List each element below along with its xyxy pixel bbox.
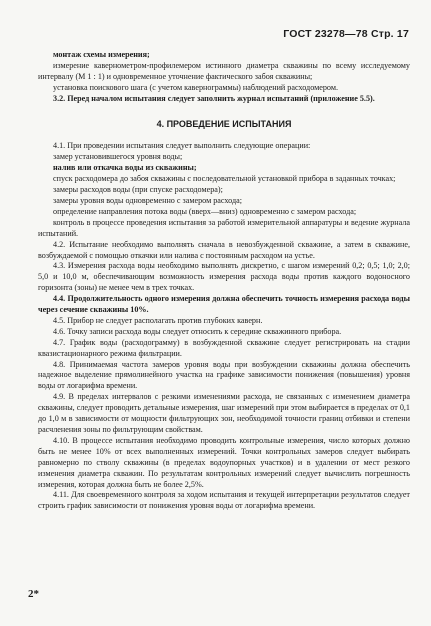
paragraph: замер установившегося уровня воды; (53, 152, 183, 162)
paragraph: 4.1. При проведении испытания следует выполнить следующие операции: (53, 141, 311, 151)
paragraph: измерение кавернометром-профилемером истинного диаметра скважины по всему исследуемому интервалу (М 1 : 1) и одновременное уточнение фактического забоя скважины; (38, 60, 410, 81)
paragraph: установка поискового шага (с учетом кавернограммы) наблюдений расходомером. (53, 82, 338, 92)
paragraph: контроль в процессе проведения испытания за работой измерительной аппаратуры и ведение журнала испытаний. (38, 217, 410, 238)
paragraph: замеры уровня воды одновременно с замером расхода; (53, 195, 242, 205)
paragraph: налив или откачка воды из скважины; (53, 163, 197, 173)
paragraph: 4.5. Прибор не следует располагать против глубоких каверн. (53, 315, 263, 325)
page-header: ГОСТ 23278—78 Стр. 17 (283, 28, 409, 40)
section-heading: 4. ПРОВЕДЕНИЕ ИСПЫТАНИЯ (156, 118, 292, 129)
paragraph: 4.11. Для своевременного контроля за ходом испытания и текущей интерпретации результатов следует строить график зависимости от понижения уровня воды от логарифма времени. (38, 490, 410, 511)
paragraph: определение направления потока воды (вверх—вниз) одновременно с замером расхода; (53, 206, 357, 216)
document-body (38, 50, 410, 512)
paragraph: спуск расходомера до забоя скважины с последовательной установкой прибора в заданных точках; (53, 174, 396, 184)
paragraph: замеры расходов воды (при спуске расходомера); (53, 185, 223, 195)
paragraph: 4.4. Продолжительность одного измерения должна обеспечить точность измерения расхода воды через сечение скважины 10%. (38, 294, 410, 315)
paragraph: 4.6. Точку записи расхода воды следует относить к середине скважинного прибора. (53, 326, 342, 336)
paragraph: 4.7. График воды (расходограмму) в возбужденной скважине следует регистрировать на стадии квазистационарного режима фильтрации. (38, 337, 410, 358)
paragraph: 4.8. Принимаемая частота замеров уровня воды при возбуждении скважины должна обеспечить надежное выделение прямолинейного участка на графике зависимости понижения (повышения) уровня воды от логарифма времени. (38, 359, 410, 391)
signature-mark: 2* (28, 588, 39, 600)
paragraph: монтаж схемы измерения; (53, 50, 150, 59)
paragraph: 4.2. Испытание необходимо выполнять сначала в невозбужденной скважине, а затем в скважине, возбуждаемой с помощью откачки или налива с постоянным расходом на устье. (38, 239, 410, 260)
paragraph: 4.10. В процессе испытания необходимо проводить контрольные измерения, число которых должно быть не менее 10% от всех выполненных измерений. Точки контрольных замеров следует выбирать равномерно по стволу скважины (в пределах водоупорных участков) и в удалении от мест резкого изменения диаметра скважин. По результатам контрольных измерений следует вычислить погрешность измерения, которая должна быть не более 2,5%. (38, 435, 410, 489)
paragraph: 4.9. В пределах интервалов с резкими изменениями расхода, не связанных с изменением диаметра скважины, следует проводить детальные измерения, шаг измерений при этом выбирается в пределах от 0,1 до 1,0 м в зависимости от мощности фильтрующих зон, необходимой точности границ отбивки и степени расчленения зоны по фильтрующим свойствам. (38, 392, 410, 434)
paragraph: 3.2. Перед началом испытания следует заполнить журнал испытаний (приложение 5.5). (53, 93, 375, 103)
paragraph: 4.3. Измерения расхода воды необходимо выполнять дискретно, с шагом измерений 0,2; 0,5; 1,0; 2,0; 5,0 и 10,0 м, обеспечивающим возможность измерения расхода воды против каждого водоносного горизонта (зоны) не менее чем в трех точках. (38, 261, 410, 293)
